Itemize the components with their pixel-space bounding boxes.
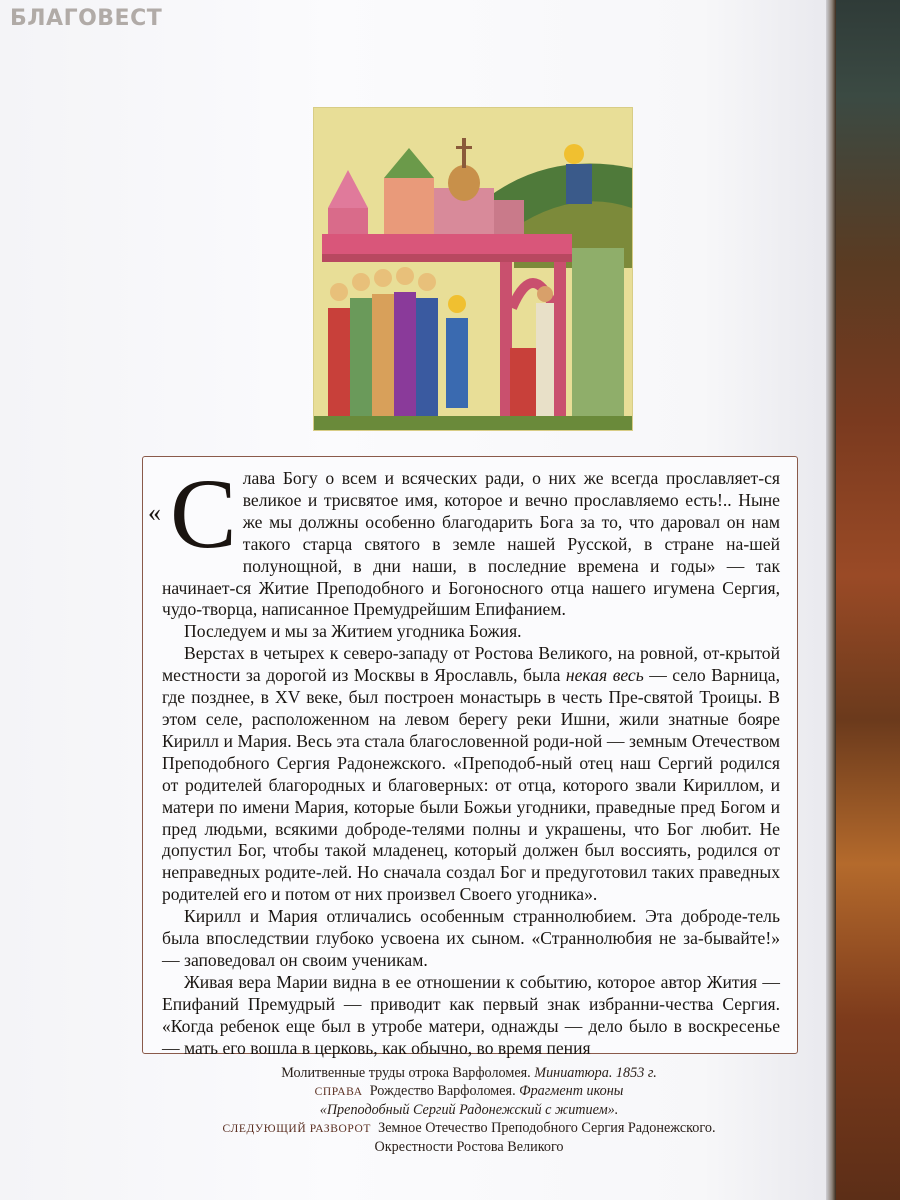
caption-2-title: Рождество Варфоломея.: [369, 1083, 516, 1099]
paragraph-4: Кирилл и Мария отличались особенным страннолюбием. Эта доброде-тель была впоследствии глубоко усвоена их сыном. «Страннолюбия не за-бывайте!» — заповедовал он своим ученикам.: [162, 906, 780, 970]
caption-3-note: «Преподобный Сергий Радонежский с житием».: [319, 1102, 619, 1118]
paragraph-3-part-a: Верстах в четырех к северо-западу от Ростова Великого, на ровной, от-крытой местности за дорогой из Москвы в Ярославль, была: [162, 643, 780, 686]
caption-line-3: [142, 1101, 796, 1119]
caption-4-title: Земное Отечество Преподобного Сергия Радонежского.: [378, 1120, 716, 1136]
paragraph-3-italic: некая весь: [565, 665, 644, 686]
open-quote: «: [148, 498, 161, 527]
watermark-logo: БЛАГОВЕСТ: [10, 6, 163, 31]
caption-1-title: Молитвенные труды отрока Варфоломея.: [281, 1065, 531, 1081]
icon-painting-edge: [836, 0, 900, 1200]
paragraph-1: [148, 458, 780, 621]
paragraph-2: Последуем и мы за Житием угодника Божия.: [184, 621, 522, 642]
miniature-illustration: [314, 108, 632, 430]
miniature-painting: [314, 108, 632, 430]
caption-line-2: [142, 1082, 796, 1101]
drop-cap: С: [170, 458, 237, 569]
caption-5-title: Окрестности Ростова Великого: [374, 1139, 564, 1155]
captions: [142, 1064, 796, 1156]
caption-1-note: Миниатюра. 1853 г.: [534, 1065, 657, 1081]
caption-line-4: [142, 1119, 796, 1138]
caption-line-5: [142, 1138, 796, 1156]
paragraph-1-text: лава Богу о всем и всяческих ради, о них же всегда прославляет-ся великое и трисвятое имя, которое и вечно прославляемо есть!.. Ныне же мы должны особенно благодарить Бога за то, что даровал он нам такого старца святого в земле нашей Русской, в стране на-шей полунощной, в дни наши, в последние времена и годы» — так начинает-ся Житие Преподобного и Богоносного отца нашего игумена Сергия, чудо-творца, написанное Премудрейшим Епифанием.: [162, 468, 780, 620]
caption-2-label: СПРАВА: [314, 1086, 363, 1098]
caption-4-label: СЛЕДУЮЩИЙ РАЗВОРОТ: [222, 1123, 372, 1135]
paragraph-5: Живая вера Марии видна в ее отношении к событию, которое автор Жития — Епифаний Премудрый — приводит как первый знак избранни-чества Сергия. «Когда ребенок еще был в утробе матери, однажды — дело было в воскресенье — мать его вошла в церковь, как обычно, во время пения: [162, 971, 780, 1058]
page-edge: [826, 0, 836, 1200]
main-text: [148, 458, 780, 1059]
paragraph-3-part-b: — село Варница, где позднее, в XV веке, был построен монастырь в честь Пре-святой Троицы. В этом селе, расположенном на левом берегу реки Ишни, жили знатные бояре Кирилл и Мария. Весь эта стала благословенной роди-ной — земным Отечеством Преподобного Сергия Радонежского. «Преподоб-ный отец наш Сергий родился от родителей благородных и благоверных: от отца, которого звали Кириллом, и матери по имени Мария, которые были Божьи угодники, праведные пред Богом и пред людьми, всякими доброде-телями полны и украшены, что Бог любит. Не допустил Бог, чтобы такой младенец, который должен был воссиять, родился от неправедных родите-лей. Но сначала создал Бог и предуготовил таких праведных родителей его и потом от них произвел Своего угодника».: [162, 665, 780, 905]
caption-line-1: [142, 1064, 796, 1082]
paragraph-3: [162, 643, 780, 906]
caption-2-note: Фрагмент иконы: [519, 1083, 624, 1099]
